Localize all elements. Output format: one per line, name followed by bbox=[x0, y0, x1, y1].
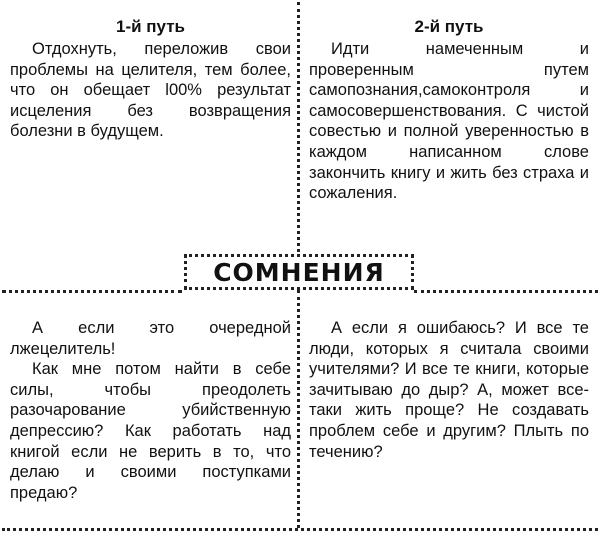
doubts-left-paragraph-2: Как мне потом найти в себе силы, чтобы преодолеть разочарование убийственную депрессию? Как работать над книгой если не верить в то, что делаю и своими поступками предаю? bbox=[10, 360, 291, 502]
doubts-right-column bbox=[309, 318, 589, 462]
horizontal-divider-bottom bbox=[2, 528, 598, 531]
horizontal-divider-left bbox=[2, 290, 182, 293]
first-path-column bbox=[10, 17, 291, 142]
doubts-left-column bbox=[10, 318, 291, 503]
second-path-column bbox=[309, 17, 589, 204]
second-path-title: 2-й путь bbox=[414, 17, 484, 36]
first-path-text: Отдохнуть, переложив свои проблемы на целителя, тем более, что он обещает l00% результат исцеления без возвращения болезни в будущем. bbox=[10, 40, 291, 141]
horizontal-divider-right bbox=[414, 290, 598, 293]
second-path-text: Идти намеченным и проверенным путем самопознания,самоконтроля и самосовершенствования. С чистой совестью и полной уверенностью в каждом написанном слове закончить книгу и жить без страха и сожаления. bbox=[309, 40, 589, 203]
doubts-left-paragraph-1: А если это очередной лжецелитель! bbox=[10, 319, 291, 358]
doubts-banner-title: СОМНЕНИЯ bbox=[213, 257, 385, 287]
vertical-divider-top bbox=[297, 2, 300, 252]
first-path-title: 1-й путь bbox=[116, 17, 185, 36]
vertical-divider-bottom bbox=[297, 290, 300, 528]
doubts-banner bbox=[184, 254, 414, 290]
doubts-right-paragraph-1: А если я ошибаюсь? И все те люди, которых я считала своими учителями? И все те книги, которые зачитываю до дыр? А, может все-таки жить проще? Не создавать проблем себе и другим? Плыть по течению? bbox=[309, 319, 589, 461]
